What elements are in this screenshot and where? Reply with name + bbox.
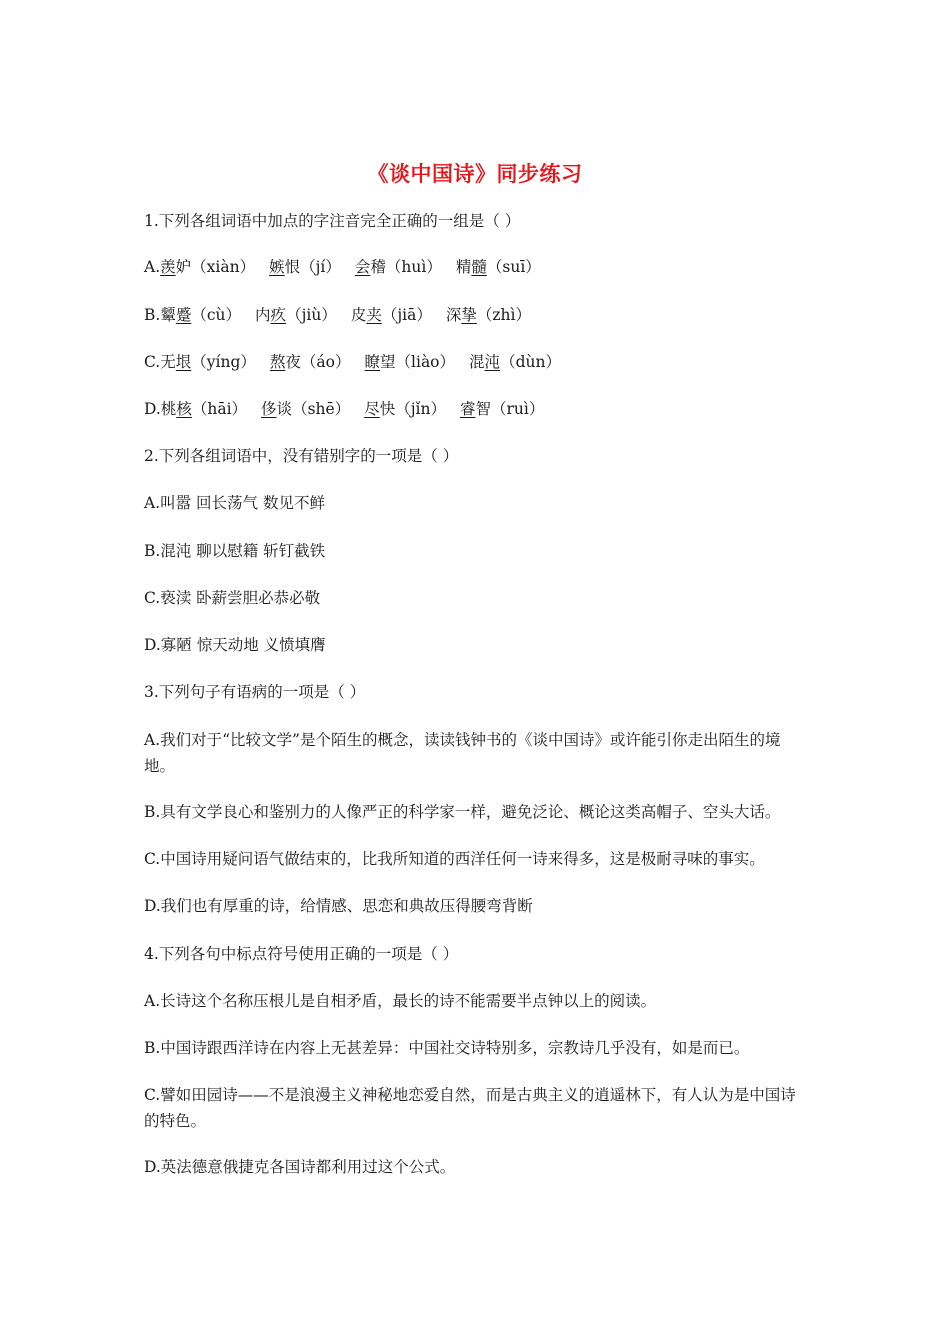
pinyin: （huì）: [385, 258, 442, 276]
q4-option-c: C.譬如田园诗——不是浪漫主义神秘地恋爱自然，而是古典主义的逍遥林下，有人认为是中国诗的特色。: [144, 1086, 796, 1130]
word-part: 稽: [370, 258, 386, 276]
pinyin: （yíng）: [191, 353, 256, 371]
q3-option-b: B.具有文学良心和鉴别力的人像严正的科学家一样，避免泛论、概论这类高帽子、空头大话。: [144, 803, 781, 821]
option-prefix: C.: [144, 353, 161, 371]
word-part: 谈: [276, 400, 293, 418]
dotted-char: 髓: [471, 258, 487, 276]
pinyin: （liào）: [395, 353, 456, 371]
q1-option-d: [144, 396, 810, 422]
pinyin: （áo）: [300, 353, 351, 371]
dotted-char: 瞭: [364, 353, 381, 371]
q2-option-a: A.叫嚣 回长荡气 数见不鲜: [144, 494, 325, 512]
dotted-char: 垠: [175, 353, 192, 371]
word-part: 智: [475, 400, 491, 418]
pinyin: （xiàn）: [191, 258, 256, 276]
pinyin: （zhì）: [476, 306, 531, 324]
word-part: 皮: [350, 306, 367, 324]
word-part: 内: [255, 306, 271, 324]
word-part: 混: [469, 353, 485, 371]
q4-option-a: A.长诗这个名称压根儿是自相矛盾，最长的诗不能需要半点钟以上的阅读。: [144, 992, 657, 1010]
q3-option-d: D.我们也有厚重的诗，给情感、思恋和典故压得腰弯背断: [144, 897, 533, 915]
dotted-char: 疚: [270, 306, 287, 324]
q2-option-d: D.寡陋 惊天动地 义愤填膺: [144, 636, 326, 654]
word-part: 恨: [284, 258, 301, 276]
q1-stem: 1.下列各组词语中加点的字注音完全正确的一组是（ ）: [144, 212, 521, 230]
pinyin: （suī）: [486, 258, 541, 276]
dotted-char: 核: [176, 400, 192, 418]
word-part: 桃: [160, 400, 177, 418]
dotted-char: 夹: [366, 306, 382, 324]
word-part: 精: [455, 258, 472, 276]
q1-option-b: [144, 302, 810, 328]
q2-option-b: B.混沌 聊以慰籍 斩钉截铁: [144, 542, 326, 560]
dotted-char: 熬: [269, 353, 286, 371]
q4-option-b: B.中国诗跟西洋诗在内容上无甚差异：中国社交诗特别多，宗教诗几乎没有，如是而已。: [144, 1039, 750, 1057]
pinyin: （jí）: [300, 258, 341, 276]
q3-option-a: A.我们对于“比较文学”是个陌生的概念，读读钱钟书的《谈中国诗》或许能引你走出陌生的境地。: [144, 731, 781, 775]
dotted-char: 沌: [484, 353, 501, 371]
pinyin: （dùn）: [500, 353, 561, 371]
dotted-char: 会: [354, 258, 371, 276]
dotted-char: 挚: [461, 306, 477, 324]
pinyin: （jiā）: [381, 306, 432, 324]
pinyin: （shē）: [292, 400, 351, 418]
q2-option-c: C.亵渎 卧薪尝胆必恭必敬: [144, 589, 321, 607]
dotted-char: 尽: [364, 400, 380, 418]
q2-stem: 2.下列各组词语中，没有错别字的一项是（ ）: [144, 447, 459, 465]
word-part: 望: [380, 353, 396, 371]
option-prefix: B.: [144, 306, 161, 324]
q1-option-a: [144, 254, 810, 280]
document-title: 《谈中国诗》同步练习: [367, 161, 583, 186]
word-part: 深: [445, 306, 462, 324]
option-prefix: A.: [144, 258, 161, 276]
pinyin: （jiù）: [286, 306, 337, 324]
word-part: 妒: [175, 258, 192, 276]
pinyin: （cù）: [191, 306, 242, 324]
dotted-char: 蹙: [175, 306, 192, 324]
pinyin: （jǐn）: [395, 400, 446, 418]
dotted-char: 睿: [459, 400, 476, 418]
q4-stem: 4.下列各句中标点符号使用正确的一项是（ ）: [144, 945, 459, 963]
q4-option-d: D.英法德意俄捷克各国诗都利用过这个公式。: [144, 1158, 456, 1176]
word-part: 快: [379, 400, 396, 418]
dotted-char: 侈: [261, 400, 277, 418]
pinyin: （hāi）: [191, 400, 248, 418]
dotted-char: 羡: [160, 258, 176, 276]
q3-stem: 3.下列句子有语病的一项是（ ）: [144, 683, 366, 701]
word-part: 颦: [160, 306, 176, 324]
word-part: 无: [160, 353, 176, 371]
q1-option-c: [144, 349, 810, 375]
word-part: 夜: [285, 353, 301, 371]
option-prefix: D.: [144, 400, 161, 418]
q3-option-c: C.中国诗用疑问语气做结束的，比我所知道的西洋任何一诗来得多，这是极耐寻味的事实。: [144, 850, 765, 868]
pinyin: （ruì）: [491, 400, 545, 418]
dotted-char: 嫉: [269, 258, 285, 276]
